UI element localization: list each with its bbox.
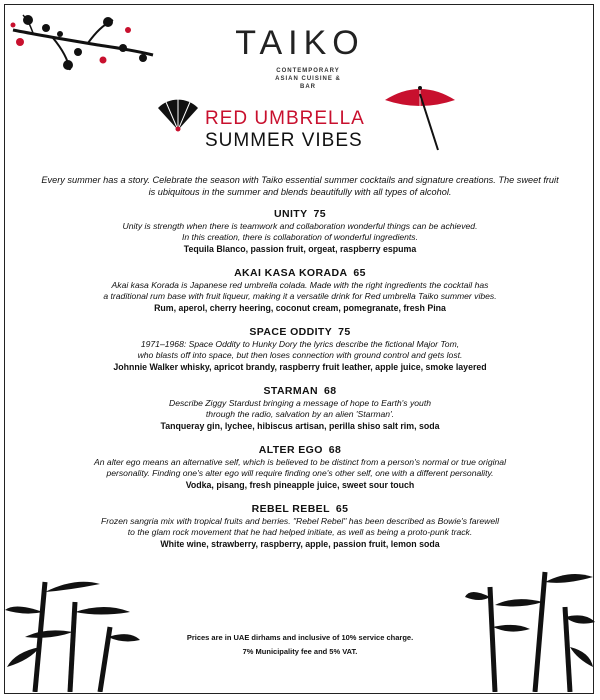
drink-name: REBEL REBEL — [251, 503, 330, 515]
drink-name: SPACE ODDITY — [249, 326, 333, 338]
brand-tagline: CONTEMPORARY ASIAN CUISINE & BAR — [275, 68, 341, 90]
drink-ingredients: White wine, strawberry, raspberry, apple, passion fruit, lemon soda — [160, 539, 440, 549]
brand-logo: TAIKO — [235, 24, 365, 62]
drink-heading — [30, 326, 570, 339]
drink-ingredients: Tequila Blanco, passion fruit, orgeat, raspberry espuma — [183, 244, 417, 254]
footer-tax-note: 7% Municipality fee and 5% VAT. — [242, 647, 358, 656]
drink-heading — [30, 385, 570, 398]
title-summer-vibes: SUMMER VIBES — [205, 130, 363, 151]
drink-ingredients: Tanqueray gin, lychee, hibiscus artisan, perilla shiso salt rim, soda — [160, 421, 440, 431]
intro-paragraph: Every summer has a story. Celebrate the season with Taiko essential summer cocktails and signature creations. The sweet fruit is ubiquitous in the summer and blends beautifully with all types of alcohol. — [41, 175, 559, 197]
drink-description: 1971–1968: Space Oddity to Hunky Dory the lyrics describe the fictional Major Tom, who blasts off into space, but then loses connection with ground control and gets lost. — [137, 339, 463, 360]
drink-ingredients: Rum, aperol, cherry heering, coconut cream, pomegranate, fresh Pina — [154, 303, 446, 313]
drink-item — [30, 503, 570, 550]
drink-price: 68 — [328, 444, 342, 456]
drink-description: Describe Ziggy Stardust bringing a message of hope to Earth's youth through the radio, salvation by an alien 'Starman'. — [169, 398, 431, 419]
drink-description: Frozen sangria mix with tropical fruits and berries. "Rebel Rebel" has been described as Bowie's farewell to the glam rock movement that he had helped initiate, as well as being a proto-punk track. — [101, 516, 499, 537]
drink-item — [30, 326, 570, 373]
drink-ingredients: Vodka, pisang, fresh pineapple juice, sweet sour touch — [185, 480, 415, 490]
drink-item — [30, 267, 570, 314]
drink-heading — [30, 208, 570, 221]
drink-item — [30, 444, 570, 491]
drink-item — [30, 385, 570, 432]
drink-price: 75 — [338, 326, 351, 338]
drink-description: Akai kasa Korada is Japanese red umbrella colada. Made with the right ingredients the cocktail has a traditional rum base with fruit liqueur, making it a versatile drink for Red umbrella Taiko summer vibes. — [103, 280, 497, 301]
bamboo-right-icon — [465, 567, 595, 692]
drink-description: Unity is strength when there is teamwork and collaboration wonderful things can be achieved. In this creation, there is collaboration of wonderful ingredients. — [122, 221, 478, 242]
bamboo-left-icon — [5, 572, 140, 692]
drink-name: AKAI KASA KORADA — [234, 267, 348, 279]
footer-price-note: Prices are in UAE dirhams and inclusive of 10% service charge. — [186, 633, 414, 642]
drink-name: STARMAN — [263, 385, 319, 397]
drink-price: 75 — [313, 208, 326, 220]
drink-description: An alter ego means an alternative self, which is believed to be distinct from a person's normal or true original personality. Finding one's alter ego will require finding one's other self, one with a different personality. — [94, 457, 506, 478]
drink-heading — [30, 444, 570, 457]
drink-item — [30, 208, 570, 255]
drink-price: 65 — [353, 267, 366, 279]
red-umbrella-icon — [380, 80, 460, 155]
drink-name: UNITY — [274, 208, 308, 220]
drink-name: ALTER EGO — [258, 444, 323, 456]
hand-fan-icon — [156, 96, 200, 134]
drinks-list — [30, 208, 570, 562]
drink-price: 65 — [335, 503, 349, 515]
title-red-umbrella: RED UMBRELLA — [205, 108, 365, 129]
drink-price: 68 — [324, 385, 337, 397]
drink-ingredients: Johnnie Walker whisky, apricot brandy, raspberry fruit leather, apple juice, smoke layered — [113, 362, 487, 372]
drink-heading — [30, 267, 570, 280]
drink-heading — [30, 503, 570, 516]
